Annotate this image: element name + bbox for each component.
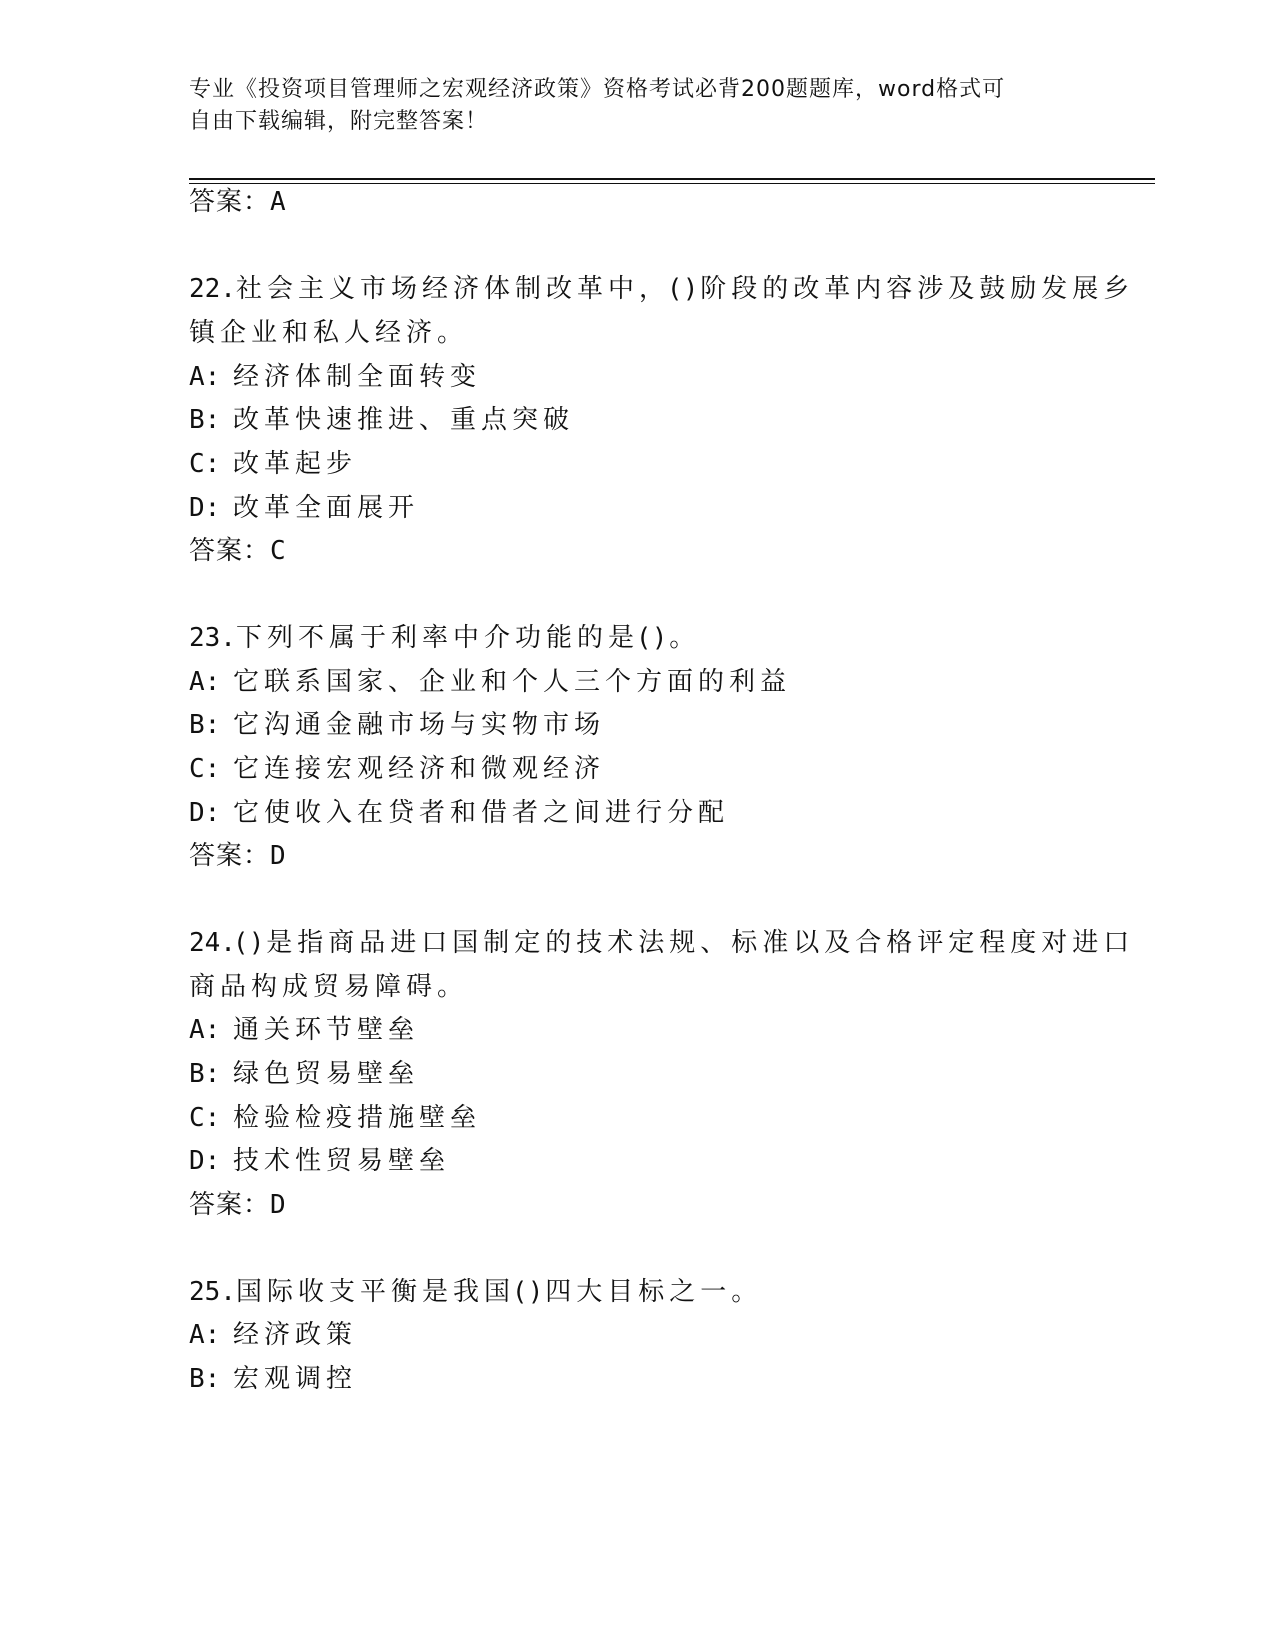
option-text: 它连接宏观经济和微观经济 <box>233 754 606 784</box>
option-text: 改革快速推进、重点突破 <box>233 405 575 435</box>
option-letter: A: <box>189 1015 221 1045</box>
answer-line <box>189 534 287 568</box>
question-text: 社会主义市场经济体制改革中，()阶段的改革内容涉及鼓励发展乡 <box>235 274 1135 304</box>
answer-value: D <box>270 1190 287 1220</box>
question-text: 国际收支平衡是我国()四大目标之一。 <box>235 1277 763 1307</box>
option-letter: B: <box>189 405 221 435</box>
question-text: ()是指商品进口国制定的技术法规、标准以及合格评定程度对进口 <box>235 928 1135 958</box>
option-text: 它联系国家、企业和个人三个方面的利益 <box>233 667 792 697</box>
answer-line <box>189 1188 287 1222</box>
option-c <box>189 447 357 481</box>
option-text: 通关环节壁垒 <box>233 1015 420 1045</box>
option-text: 宏观调控 <box>233 1364 358 1394</box>
option-letter: A: <box>189 1320 221 1350</box>
option-b <box>189 708 605 742</box>
answer-label: 答案： <box>189 536 271 566</box>
option-a <box>189 1318 357 1352</box>
question-stem-continued <box>189 970 468 1004</box>
option-d <box>189 1144 450 1178</box>
option-letter: D: <box>189 798 221 828</box>
option-text: 绿色贸易壁垒 <box>233 1059 420 1089</box>
answer-label: 答案： <box>189 841 271 871</box>
option-text: 它沟通金融市场与实物市场 <box>233 710 606 740</box>
option-letter: C: <box>189 1103 221 1133</box>
option-b <box>189 403 574 437</box>
question-number: 23. <box>189 623 236 653</box>
option-letter: A: <box>189 362 221 392</box>
question-text: 下列不属于利率中介功能的是()。 <box>235 623 701 653</box>
option-c <box>189 1101 481 1135</box>
question-stem <box>189 926 1134 960</box>
option-letter: D: <box>189 1146 221 1176</box>
question-number: 22. <box>189 274 236 304</box>
option-letter: C: <box>189 754 221 784</box>
option-letter: B: <box>189 710 221 740</box>
option-c <box>189 752 605 786</box>
option-a <box>189 665 791 699</box>
question-text: 商品构成贸易障碍。 <box>189 972 469 1002</box>
option-letter: D: <box>189 493 221 523</box>
option-b <box>189 1057 419 1091</box>
answer-value: D <box>270 841 287 871</box>
option-a <box>189 1013 419 1047</box>
header-divider <box>189 178 1155 180</box>
question-stem <box>189 1275 762 1309</box>
answer-value: A <box>270 187 287 217</box>
answer-label: 答案： <box>189 1190 271 1220</box>
header-divider-thin <box>189 183 1155 184</box>
option-d <box>189 796 729 830</box>
header-title-line-2: 自由下载编辑，附完整答案！ <box>189 109 489 134</box>
option-text: 技术性贸易壁垒 <box>233 1146 451 1176</box>
option-letter: B: <box>189 1364 221 1394</box>
page-header <box>189 74 1069 138</box>
option-text: 经济政策 <box>233 1320 358 1350</box>
answer-value: C <box>270 536 287 566</box>
question-stem <box>189 621 700 655</box>
answer-line <box>189 185 287 219</box>
option-letter: C: <box>189 449 221 479</box>
answer-line <box>189 839 287 873</box>
option-text: 检验检疫措施壁垒 <box>233 1103 482 1133</box>
option-text: 它使收入在贷者和借者之间进行分配 <box>233 798 730 828</box>
option-text: 经济体制全面转变 <box>233 362 482 392</box>
question-stem <box>189 272 1134 306</box>
answer-label: 答案： <box>189 187 271 217</box>
option-d <box>189 491 419 525</box>
option-text: 改革全面展开 <box>233 493 420 523</box>
option-letter: B: <box>189 1059 221 1089</box>
option-a <box>189 360 481 394</box>
question-stem-continued <box>189 316 468 350</box>
option-text: 改革起步 <box>233 449 358 479</box>
question-number: 25. <box>189 1277 236 1307</box>
header-title-line-1: 专业《投资项目管理师之宏观经济政策》资格考试必背200题题库，word格式可 <box>189 77 1006 102</box>
question-text: 镇企业和私人经济。 <box>189 318 469 348</box>
option-letter: A: <box>189 667 221 697</box>
question-number: 24. <box>189 928 236 958</box>
option-b <box>189 1362 357 1396</box>
